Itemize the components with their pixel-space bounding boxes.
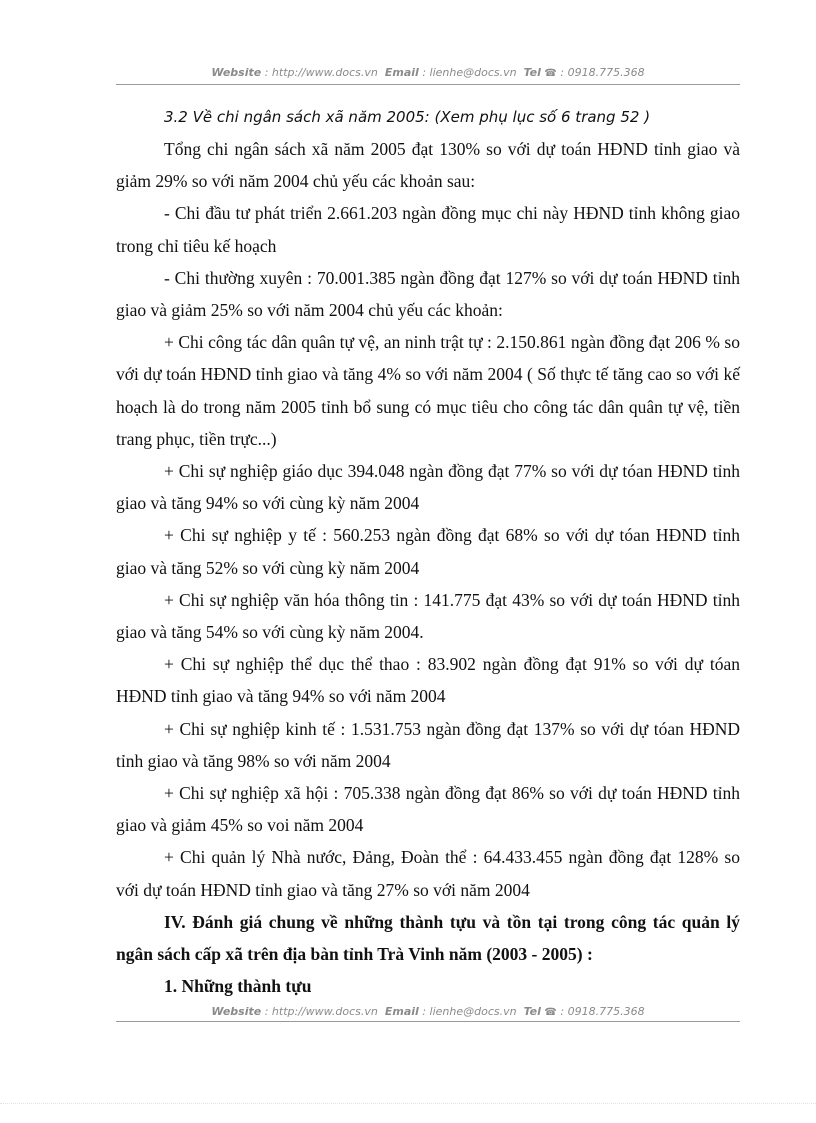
paragraph: Tổng chi ngân sách xã năm 2005 đạt 130% so với dự toán HĐND tỉnh giao và giảm 29% so với năm 2004 chủ yếu các khoản sau:	[116, 139, 740, 192]
paragraph: + Chi sự nghiệp y tế : 560.253 ngàn đồng đạt 68% so với dự tóan HĐND tỉnh giao và tăng 52% so với cùng kỳ năm 2004	[116, 525, 740, 578]
paragraph: - Chi thường xuyên : 70.001.385 ngàn đồng đạt 127% so với dự toán HĐND tỉnh giao và giảm 25% so với năm 2004 chủ yếu các khoản:	[116, 267, 740, 321]
footer-divider	[116, 1021, 740, 1022]
footer-tel-label: Tel	[523, 1005, 541, 1018]
header-divider	[116, 84, 740, 85]
page-header	[116, 66, 740, 81]
footer-website-label: Website	[211, 1005, 262, 1018]
header-email-label: Email	[384, 66, 419, 79]
paragraph: + Chi sự nghiệp xã hội : 705.338 ngàn đồng đạt 86% so với dự toán HĐND tỉnh giao và giảm 45% so voi năm 2004	[116, 783, 740, 836]
footer-tel-value: : 0918.775.368	[560, 1005, 645, 1018]
paragraph: + Chi sự nghiệp thể dục thể thao : 83.902 ngàn đồng đạt 91% so với dự tóan HĐND tỉnh giao và tăng 94% so với năm 2004	[116, 654, 740, 707]
header-tel-label: Tel	[523, 66, 541, 79]
section-heading: IV. Đánh giá chung về những thành tựu và tồn tại trong công tác quản lý ngân sách cấp xã trên địa bàn tỉnh Trà Vinh năm (2003 - 2005) :	[116, 911, 740, 965]
page-footer	[116, 1005, 740, 1020]
paragraph: + Chi sự nghiệp văn hóa thông tin : 141.775 đạt 43% so với dự toán HĐND tỉnh giao và tăng 54% so với cùng kỳ năm 2004.	[116, 589, 740, 643]
footer-email-link[interactable]: : lienhe@docs.vn	[422, 1005, 517, 1018]
header-website-label: Website	[211, 66, 262, 79]
subsection-title: 3.2 Về chi ngân sách xã năm 2005: (Xem phụ lục số 6 trang 52 )	[164, 108, 651, 126]
paragraph: + Chi công tác dân quân tự vệ, an ninh trật tự : 2.150.861 ngàn đồng đạt 206 % so với dự toán HĐND tỉnh giao và tăng 4% so với năm 2004 ( Số thực tế tăng cao so với kế hoạch là do trong năm 2005 tỉnh bổ sung có mục tiêu cho công tác dân quân tự vệ, tiền trang phục, tiền trực...)	[116, 332, 740, 449]
paragraph: - Chi đầu tư phát triển 2.661.203 ngàn đồng mục chi này HĐND tỉnh không giao trong chỉ tiêu kế hoạch	[116, 203, 740, 256]
subsection-heading: 1. Những thành tựu	[164, 976, 312, 997]
page-bottom-dotted-line	[0, 1103, 816, 1104]
footer-email-label: Email	[384, 1005, 419, 1018]
paragraph: + Chi sự nghiệp giáo dục 394.048 ngàn đồng đạt 77% so với dự tóan HĐND tỉnh giao và tăng 94% so với cùng kỳ năm 2004	[116, 461, 740, 514]
header-website-link[interactable]: : http://www.docs.vn	[264, 66, 378, 79]
page-content	[116, 101, 740, 1002]
phone-icon: ☎	[544, 68, 557, 79]
header-tel-value: : 0918.775.368	[560, 66, 645, 79]
header-email-link[interactable]: : lienhe@docs.vn	[422, 66, 517, 79]
phone-icon: ☎	[544, 1007, 557, 1018]
paragraph: + Chi sự nghiệp kinh tế : 1.531.753 ngàn đồng đạt 137% so với dự tóan HĐND tỉnh giao và tăng 98% so với năm 2004	[116, 718, 740, 771]
paragraph: + Chi quản lý Nhà nước, Đảng, Đoàn thể : 64.433.455 ngàn đồng đạt 128% so với dự toán HĐND tỉnh giao và tăng 27% so với năm 2004	[116, 847, 740, 900]
footer-website-link[interactable]: : http://www.docs.vn	[264, 1005, 378, 1018]
